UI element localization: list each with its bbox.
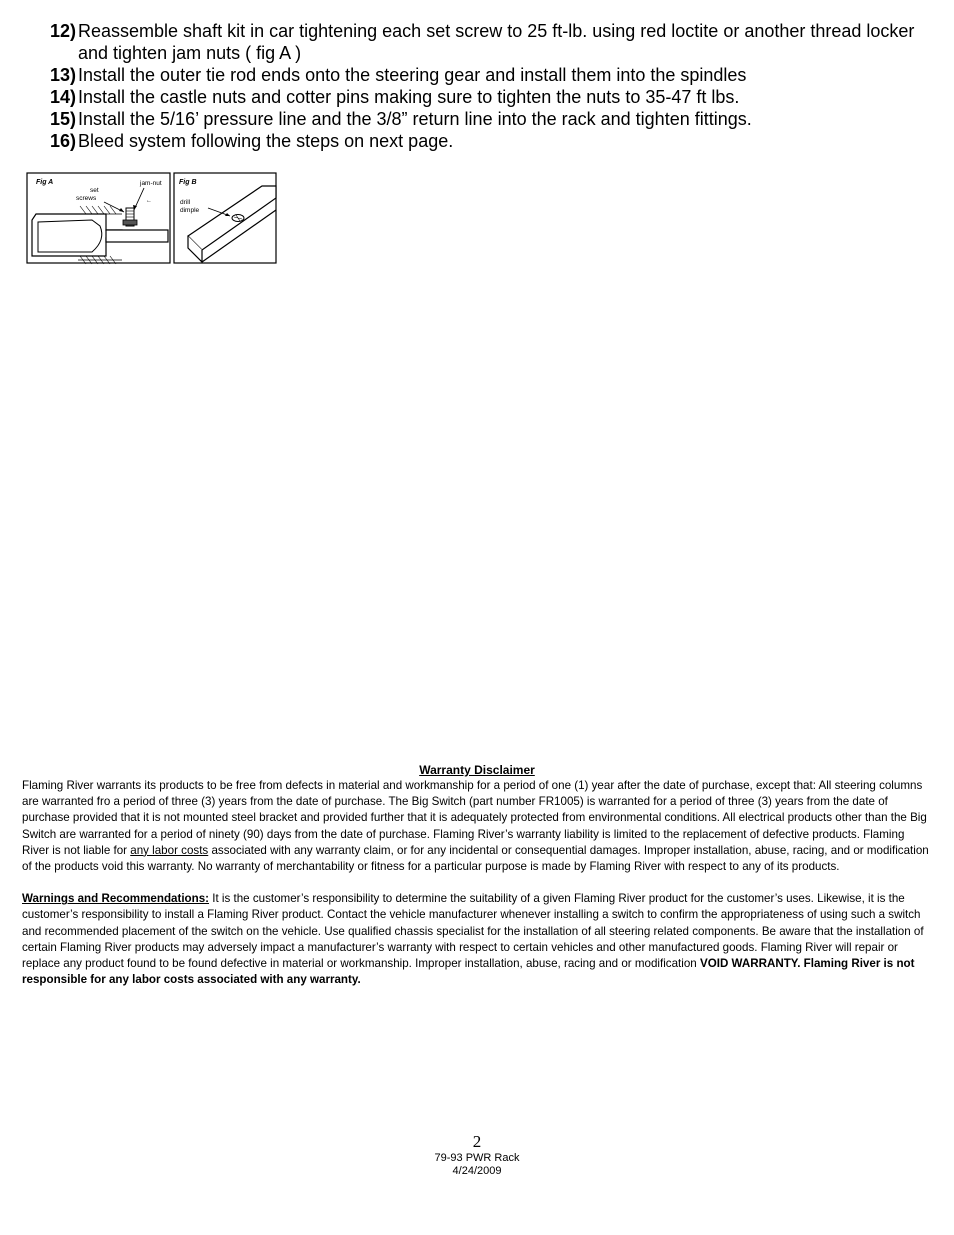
warnings-text: It is the customer’s responsibility to determine the suitability of a given Flaming River product for the customer’s uses. Likewise, it is the customer’s responsibility to install a Flaming River product. Contact the vehicle manufacturer whenever installing a switch to confirm the appropriateness of using such a switch and recommended placement of the switch on the vehicle. Use qualified chassis specialist for the installation of all steering related components. Be aware that the installation of certain Flaming River products may adversely impact a manufacturer’s warranty with respect to certain vehicles and other manufactured goods. Flaming River will repair or replace any product found to be found defective in material or workmanship. Improper installation, abuse, racing and or modification <box>22 892 924 971</box>
step-text: Bleed system following the steps on next page. <box>78 131 454 151</box>
figure-illustrations <box>26 170 278 266</box>
warranty-section <box>22 762 932 988</box>
warranty-paragraph <box>22 778 932 875</box>
fig-b <box>174 173 276 263</box>
jam-nut-label: jam-nut <box>140 180 162 187</box>
step-15 <box>50 108 930 130</box>
step-12 <box>50 20 930 64</box>
step-13 <box>50 64 930 86</box>
warnings-heading: Warnings and Recommendations: <box>22 892 210 906</box>
installation-steps <box>50 20 930 152</box>
step-text: Reassemble shaft kit in car tightening each set screw to 25 ft-lb. using red loctite or another thread locker and tighten jam nuts ( fig A ) <box>78 21 915 63</box>
step-number: 15) <box>50 109 77 129</box>
set-label: set <box>90 187 99 194</box>
warnings-paragraph <box>22 891 932 988</box>
page-number: 2 <box>472 1132 482 1151</box>
labor-costs-underlined: any labor costs <box>130 843 209 857</box>
fig-a <box>27 173 170 264</box>
drill-label: drill <box>180 199 191 206</box>
paragraph-gap <box>22 875 932 891</box>
step-number: 16) <box>50 131 77 151</box>
document-date: 4/24/2009 <box>452 1164 502 1177</box>
step-text: Install the outer tie rod ends onto the steering gear and install them into the spindles <box>78 65 747 85</box>
page-footer <box>0 1132 954 1177</box>
svg-text:←: ← <box>146 198 152 204</box>
step-text: Install the castle nuts and cotter pins making sure to tighten the nuts to 35-47 ft lbs. <box>78 87 740 107</box>
dimple-label: dimple <box>180 207 200 214</box>
warranty-text-end: associated with any warranty claim, or for any incidental or consequential damages. Improper installation, abuse, racing, and or modification of the products void this warranty. No warranty of merchantability or fitness for a particular purpose is made by Flaming River with respect to any of its products. <box>22 843 929 874</box>
step-number: 14) <box>50 87 77 107</box>
fig-a-title: Fig A <box>36 179 54 186</box>
warranty-title: Warranty Disclaimer <box>419 763 535 777</box>
step-number: 12) <box>50 21 77 41</box>
step-number: 13) <box>50 65 77 85</box>
void-warranty-bold: VOID WARRANTY. Flaming River is not responsible for any labor costs associated with any warranty. <box>22 957 915 987</box>
fig-b-title: Fig B <box>179 179 197 186</box>
step-text: Install the 5/16’ pressure line and the 3/8” return line into the rack and tighten fittings. <box>78 109 752 129</box>
warranty-text-start: Flaming River warrants its products to be free from defects in material and workmanship for a period of one (1) year after the date of purchase, except that: All steering columns are warranted fro a period of three (3) years from the date of purchase. The Big Switch (part number FR1005) is warranted for a period of three (3) years from the date of purchase provided that it is not mounted steel bracket and provided further that it is adequately protected from environmental conditions. All electrical products other than the Big Switch are warranted for a period of ninety (90) days from the date of purchase. Flaming River’s warranty liability is limited to the replacement of defective products. Flaming River is not liable for <box>22 779 927 857</box>
document-name: 79-93 PWR Rack <box>434 1152 520 1164</box>
step-16 <box>50 130 930 152</box>
step-14 <box>50 86 930 108</box>
screws-label: screws <box>76 195 97 202</box>
